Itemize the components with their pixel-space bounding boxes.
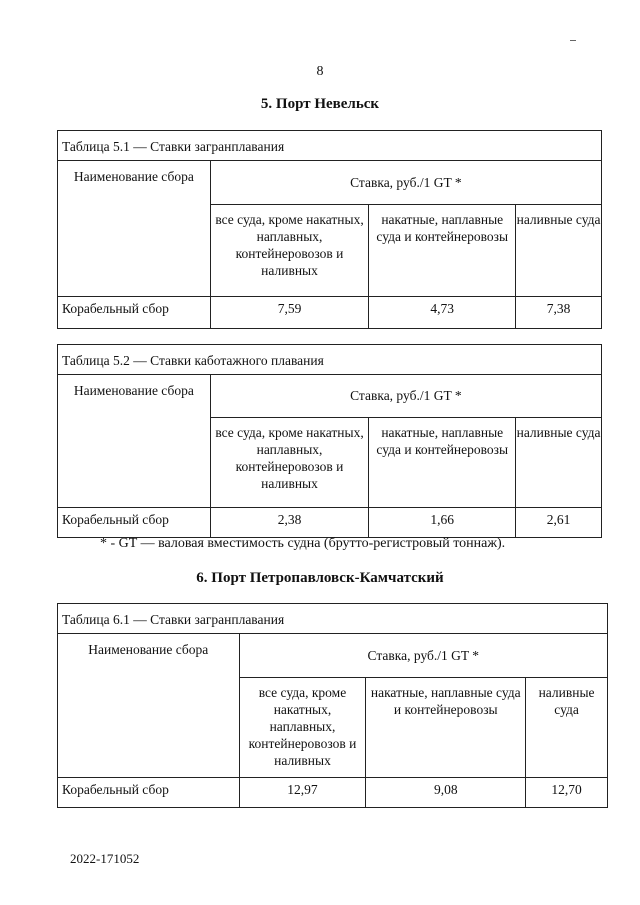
table-caption: Таблица 6.1 — Ставки загранплавания <box>58 604 608 634</box>
fee-name-header: Наименование сбора <box>58 161 211 297</box>
fee-name-header: Наименование сбора <box>58 375 211 508</box>
subheader-all-vessels: все суда, кроме накатных, наплавных, контейнеровозов и наливных <box>210 205 369 297</box>
value-cell: 2,38 <box>210 508 369 538</box>
fee-name-header: Наименование сбора <box>58 634 240 778</box>
table-caption: Таблица 5.1 — Ставки загранплавания <box>58 131 602 161</box>
subheader-all-vessels: все суда, кроме накатных, наплавных, контейнеровозов и наливных <box>239 678 366 778</box>
value-cell: 4,73 <box>369 297 516 329</box>
subheader-tankers: наливные суда <box>516 418 602 508</box>
row-label: Корабельный сбор <box>58 297 211 329</box>
table-caption: Таблица 5.2 — Ставки каботажного плавания <box>58 345 602 375</box>
rate-header: Ставка, руб./1 GT * <box>239 634 607 678</box>
row-label: Корабельный сбор <box>58 778 240 808</box>
subheader-roro-containers: накатные, наплавные суда и контейнеровозы <box>369 418 516 508</box>
document-code: 2022-171052 <box>70 851 140 866</box>
value-cell: 9,08 <box>366 778 526 808</box>
value-cell: 7,59 <box>210 297 369 329</box>
gt-footnote: * - GT — валовая вместимость судна (брутто-регистровый тоннаж). <box>100 536 506 551</box>
subheader-tankers: наливные суда <box>526 678 608 778</box>
value-cell: 1,66 <box>369 508 516 538</box>
subheader-roro-containers: накатные, наплавные суда и контейнеровозы <box>369 205 516 297</box>
row-label: Корабельный сбор <box>58 508 211 538</box>
subheader-all-vessels: все суда, кроме накатных, наплавных, контейнеровозов и наливных <box>210 418 369 508</box>
subheader-tankers: наливные суда <box>516 205 602 297</box>
table-6-1 <box>57 603 608 808</box>
section-5-title: 5. Порт Невельск <box>260 96 380 112</box>
value-cell: 12,70 <box>526 778 608 808</box>
scan-mark <box>570 40 576 41</box>
table-5-2 <box>57 344 602 538</box>
rate-header: Ставка, руб./1 GT * <box>210 161 601 205</box>
section-6-title: 6. Порт Петропавловск-Камчатский <box>196 570 444 586</box>
table-5-1 <box>57 130 602 329</box>
value-cell: 2,61 <box>516 508 602 538</box>
subheader-roro-containers: накатные, наплавные суда и контейнеровозы <box>366 678 526 778</box>
value-cell: 12,97 <box>239 778 366 808</box>
value-cell: 7,38 <box>516 297 602 329</box>
rate-header: Ставка, руб./1 GT * <box>210 375 601 418</box>
page-number: 8 <box>316 64 324 79</box>
